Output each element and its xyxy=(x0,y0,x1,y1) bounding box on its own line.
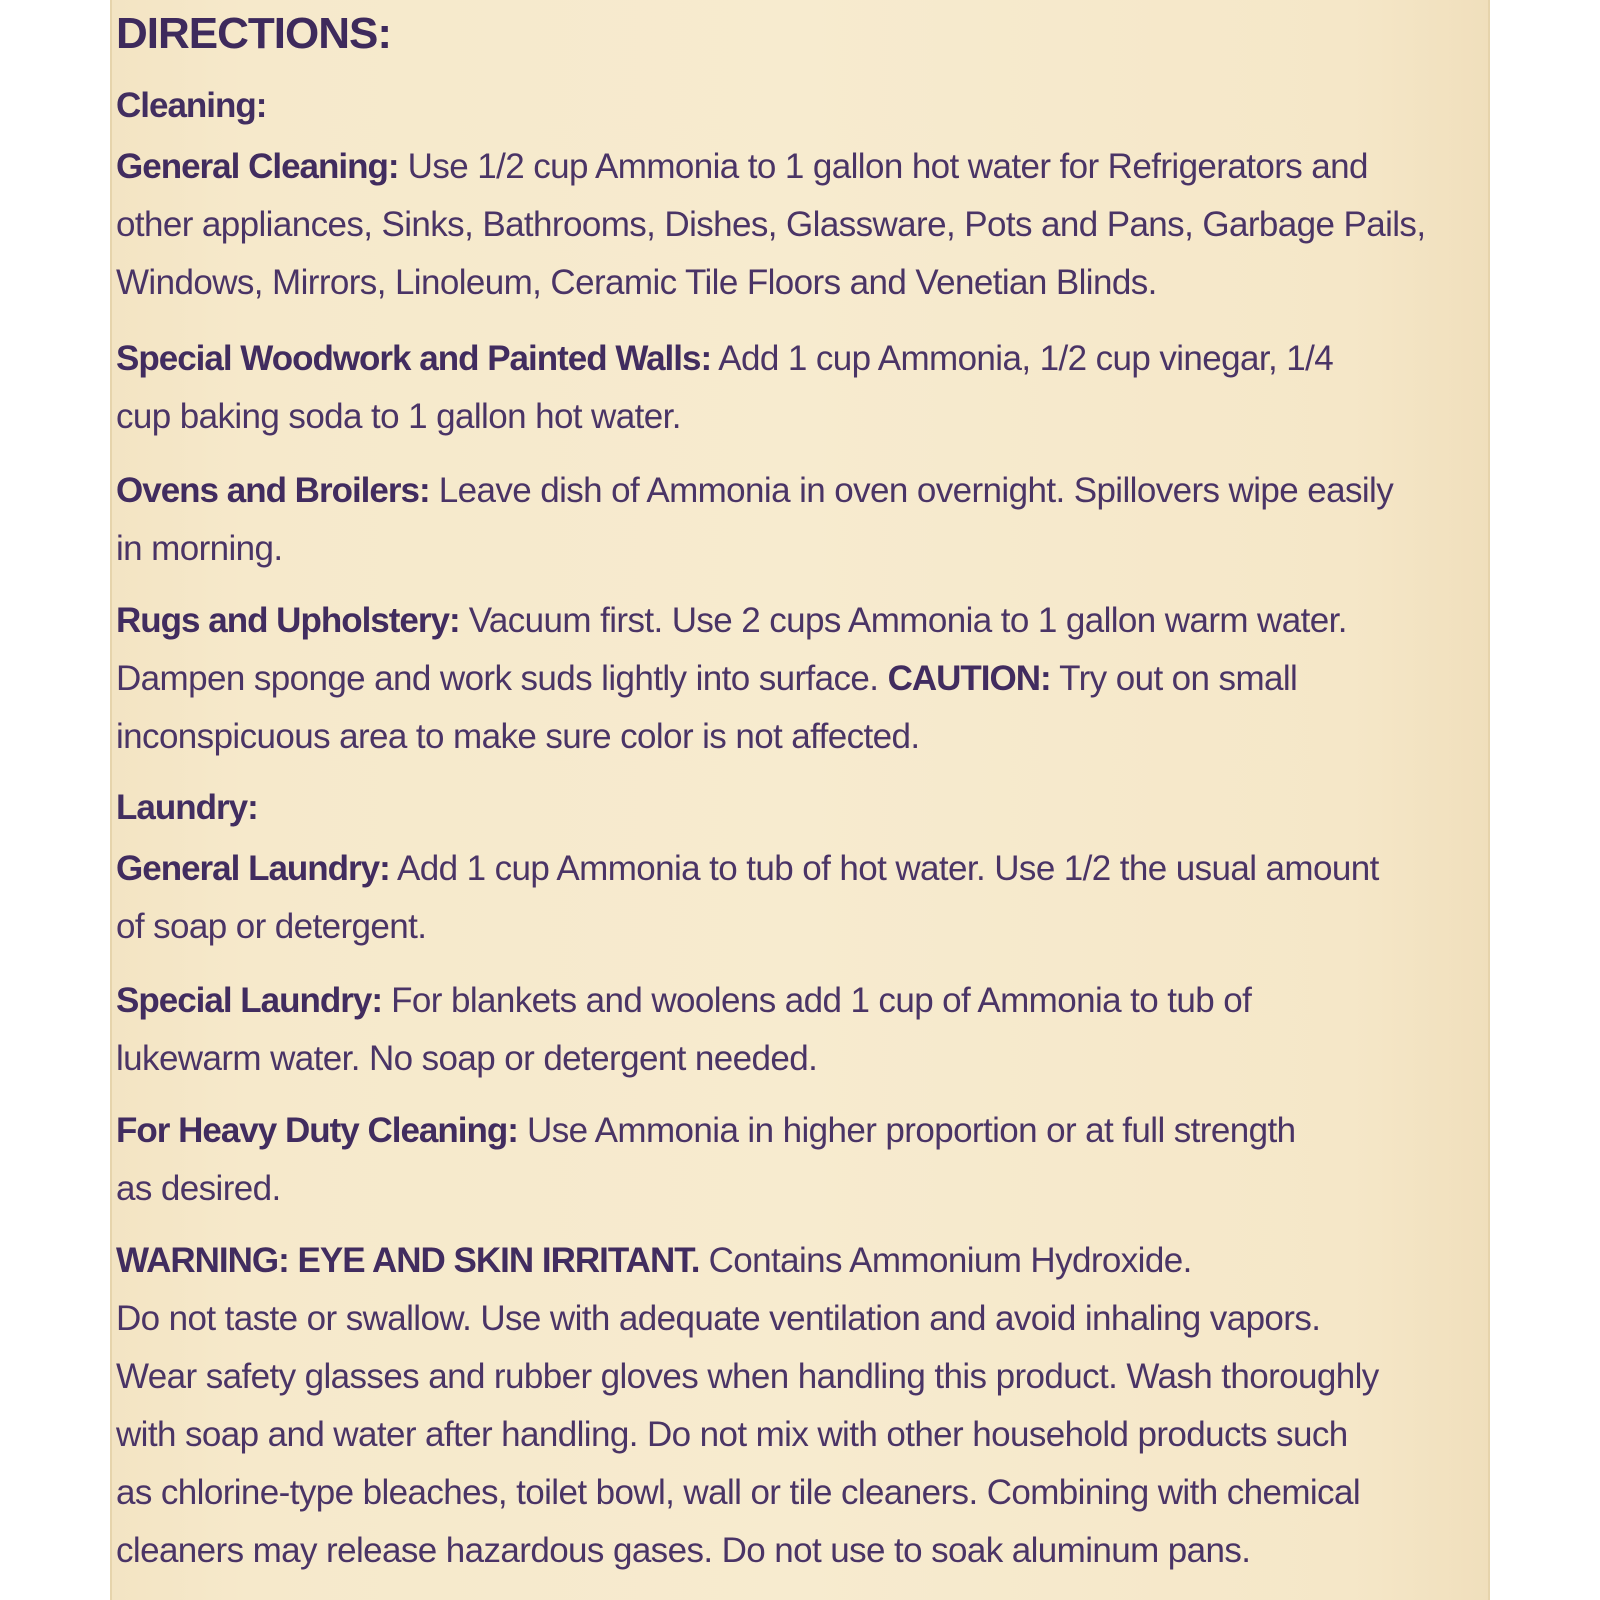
special-laundry-paragraph xyxy=(116,972,1484,1088)
cleaning-section-title: Cleaning: xyxy=(116,86,267,125)
general-laundry-paragraph xyxy=(116,840,1484,956)
special-laundry-label: Special Laundry: xyxy=(116,981,383,1020)
paragraph-text: Add 1 cup Ammonia, 1/2 cup vinegar, 1/4 xyxy=(711,339,1334,378)
general-laundry-label: General Laundry: xyxy=(116,849,390,888)
rugs-label: Rugs and Upholstery: xyxy=(116,601,460,640)
ovens-paragraph xyxy=(116,462,1484,578)
warning-paragraph xyxy=(116,1232,1484,1580)
paragraph-text: Vacuum first. Use 2 cups Ammonia to 1 gallon warm water. xyxy=(459,601,1347,640)
rugs-paragraph xyxy=(116,592,1484,766)
ovens-label: Ovens and Broilers: xyxy=(116,471,430,510)
paragraph-text: Add 1 cup Ammonia to tub of hot water. Use 1/2 the usual amount xyxy=(389,849,1379,888)
paragraph-line xyxy=(116,972,1484,1030)
paragraph-text: For blankets and woolens add 1 cup of Ammonia to tub of xyxy=(382,981,1252,1020)
paragraph-line: as desired. xyxy=(116,1169,281,1208)
paragraph-line xyxy=(116,650,1484,708)
paragraph-line: lukewarm water. No soap or detergent needed. xyxy=(116,1039,818,1078)
label-left-edge xyxy=(110,0,112,1600)
paragraph-line xyxy=(116,138,1484,196)
paragraph-line: Do not taste or swallow. Use with adequate ventilation and avoid inhaling vapors. xyxy=(116,1299,1321,1338)
warning-label: WARNING: EYE AND SKIN IRRITANT. xyxy=(116,1241,700,1280)
paragraph-line: other appliances, Sinks, Bathrooms, Dishes, Glassware, Pots and Pans, Garbage Pails, xyxy=(116,205,1426,244)
paragraph-line: with soap and water after handling. Do not mix with other household products such xyxy=(116,1415,1348,1454)
paragraph-line xyxy=(116,330,1484,388)
paragraph-text: Try out on small xyxy=(1050,659,1298,698)
paragraph-line: as chlorine-type bleaches, toilet bowl, wall or tile cleaners. Combining with chemical xyxy=(116,1473,1360,1512)
paragraph-line xyxy=(116,1102,1484,1160)
paragraph-line xyxy=(116,1232,1484,1290)
paragraph-text: Contains Ammonium Hydroxide. xyxy=(699,1241,1192,1280)
general-cleaning-paragraph xyxy=(116,138,1484,312)
caution-label: CAUTION: xyxy=(887,659,1051,698)
paragraph-line: of soap or detergent. xyxy=(116,907,427,946)
laundry-section-title: Laundry: xyxy=(116,788,258,827)
paragraph-line: cleaners may release hazardous gases. Do not use to soak aluminum pans. xyxy=(116,1531,1251,1570)
paragraph-text: Dampen sponge and work suds lightly into surface. xyxy=(116,659,888,698)
paragraph-text: Leave dish of Ammonia in oven overnight. Spillovers wipe easily xyxy=(429,471,1394,510)
paragraph-text: Use Ammonia in higher proportion or at full strength xyxy=(517,1111,1296,1150)
paragraph-line xyxy=(116,592,1484,650)
general-cleaning-label: General Cleaning: xyxy=(116,147,399,186)
paragraph-text: Use 1/2 cup Ammonia to 1 gallon hot water for Refrigerators and xyxy=(398,147,1368,186)
woodwork-label: Special Woodwork and Painted Walls: xyxy=(116,339,712,378)
paragraph-line: Wear safety glasses and rubber gloves when handling this product. Wash thoroughly xyxy=(116,1357,1379,1396)
paragraph-line: inconspicuous area to make sure color is not affected. xyxy=(116,717,920,756)
paragraph-line xyxy=(116,840,1484,898)
paragraph-line: in morning. xyxy=(116,529,283,568)
paragraph-line xyxy=(116,462,1484,520)
heavy-duty-label: For Heavy Duty Cleaning: xyxy=(116,1111,518,1150)
woodwork-paragraph xyxy=(116,330,1484,446)
paragraph-line: cup baking soda to 1 gallon hot water. xyxy=(116,397,681,436)
heavy-duty-paragraph xyxy=(116,1102,1484,1218)
label-right-edge xyxy=(1488,0,1490,1600)
paragraph-line: Windows, Mirrors, Linoleum, Ceramic Tile Floors and Venetian Blinds. xyxy=(116,263,1157,302)
directions-heading: DIRECTIONS: xyxy=(116,9,391,58)
